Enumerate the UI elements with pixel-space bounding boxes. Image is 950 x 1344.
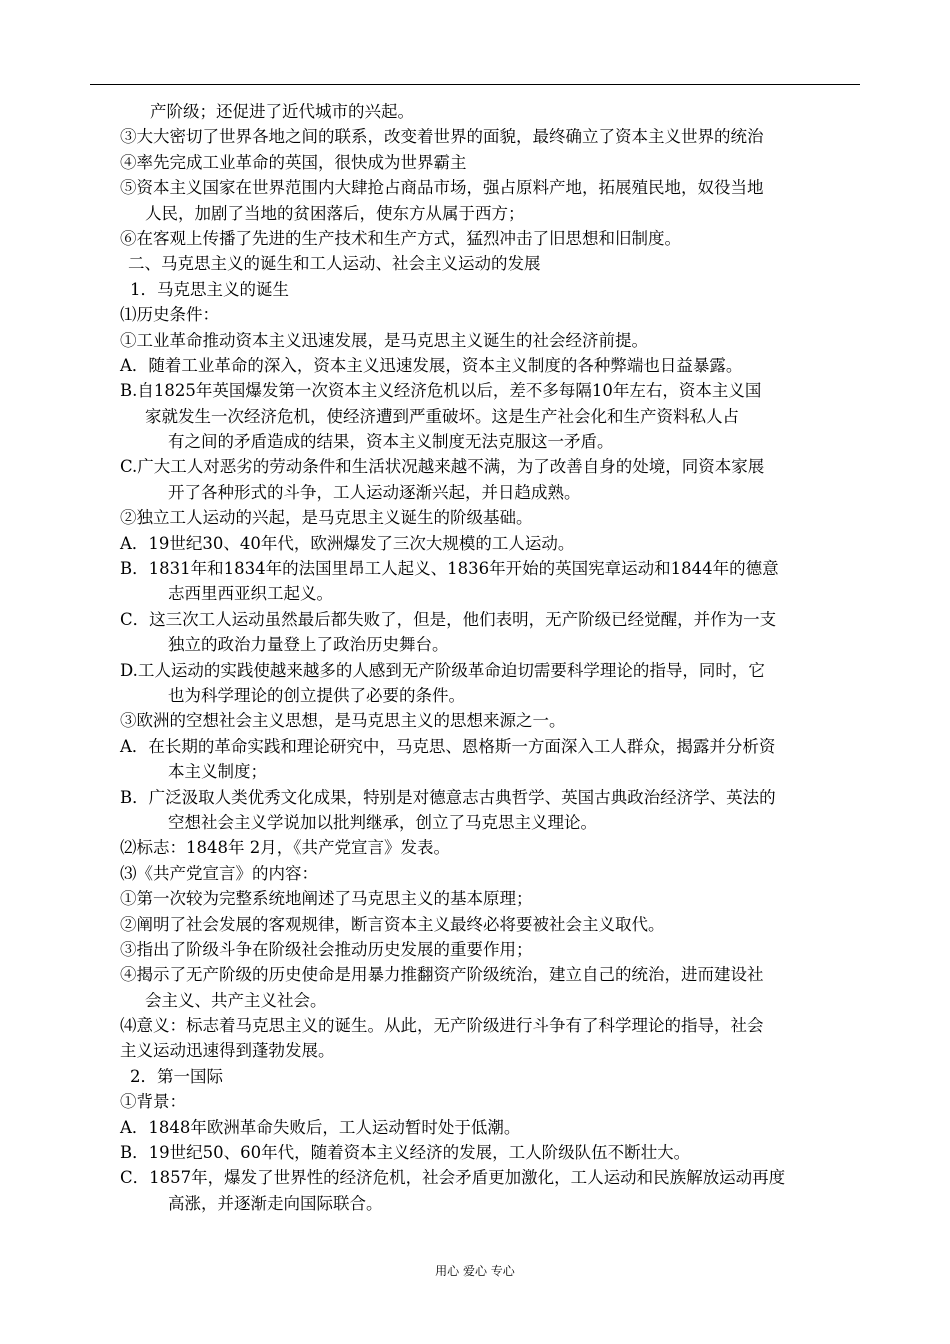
text-line: 二、马克思主义的诞生和工人运动、社会主义运动的发展 (128, 254, 541, 274)
text-line: 会主义、共产主义社会。 (145, 990, 327, 1010)
text-line: 高涨，并逐渐走向国际联合。 (168, 1193, 383, 1213)
text-line: A．随着工业革命的深入，资本主义迅速发展，资本主义制度的各种弊端也日益暴露。 (120, 355, 743, 375)
text-line: A．在长期的革命实践和理论研究中，马克思、恩格斯一方面深入工人群众，揭露并分析资 (120, 736, 776, 756)
text-line: B．19世纪50、60年代，随着资本主义经济的发展，工人阶级队伍不断壮大。 (120, 1143, 691, 1163)
text-line: 家就发生一次经济危机，使经济遭到严重破坏。这是生产社会化和生产资料私人占 (145, 406, 739, 426)
text-line: 有之间的矛盾造成的结果，资本主义制度无法克服这一矛盾。 (168, 432, 614, 452)
text-line: ③欧洲的空想社会主义思想，是马克思主义的思想来源之一。 (120, 711, 566, 731)
text-line: ④揭示了无产阶级的历史使命是用暴力推翻资产阶级统治，建立自己的统治，进而建设社 (120, 965, 764, 985)
text-line: ⑥在客观上传播了先进的生产技术和生产方式，猛烈冲击了旧思想和旧制度。 (120, 228, 681, 248)
text-line: ⑴历史条件： (120, 305, 219, 325)
text-line: B．1831年和1834年的法国里昂工人起义、1836年开始的英国宪章运动和1844年的德意 (120, 559, 779, 579)
text-line: 空想社会主义学说加以批判继承，创立了马克思主义理论。 (168, 812, 597, 832)
text-line: ③大大密切了世界各地之间的联系，改变着世界的面貌，最终确立了资本主义世界的统治 (120, 127, 764, 147)
text-line: A．19世纪30、40年代，欧洲爆发了三次大规模的工人运动。 (120, 533, 575, 553)
text-line: 2．第一国际 (130, 1066, 223, 1086)
text-line: 志西里西亚织工起义。 (168, 584, 333, 604)
text-line: 1．马克思主义的诞生 (130, 279, 289, 299)
text-line: ⑷意义：标志着马克思主义的诞生。从此，无产阶级进行斗争有了科学理论的指导，社会 (120, 1016, 764, 1036)
text-line: C．1857年，爆发了世界性的经济危机，社会矛盾更加激化，工人运动和民族解放运动再度 (120, 1168, 786, 1188)
text-line: B.自1825年英国爆发第一次资本主义经济危机以后，差不多每隔10年左右，资本主义国 (120, 381, 762, 401)
text-line: 主义运动迅速得到蓬勃发展。 (120, 1041, 335, 1061)
header-rule (90, 84, 860, 85)
text-line: ①背景： (120, 1092, 186, 1112)
page-footer: 用心 爱心 专心 (435, 1264, 515, 1278)
text-line: C.广大工人对恶劣的劳动条件和生活状况越来越不满，为了改善自身的处境，同资本家展 (120, 457, 765, 477)
text-line: ①工业革命推动资本主义迅速发展，是马克思主义诞生的社会经济前提。 (120, 330, 648, 350)
text-line: 开了各种形式的斗争，工人运动逐渐兴起，并日趋成熟。 (168, 482, 581, 502)
text-line: ⑤资本主义国家在世界范围内大肆抢占商品市场，强占原料产地，拓展殖民地，奴役当地 (120, 178, 764, 198)
text-line: ④率先完成工业革命的英国，很快成为世界霸主 (120, 152, 467, 172)
text-line: 人民，加剧了当地的贫困落后，使东方从属于西方； (145, 203, 525, 223)
text-line: 产阶级；还促进了近代城市的兴起。 (150, 102, 414, 121)
text-line: 本主义制度； (168, 762, 267, 782)
text-line: ①第一次较为完整系统地阐述了马克思主义的基本原理； (120, 889, 533, 909)
text-line: ②独立工人运动的兴起，是马克思主义诞生的阶级基础。 (120, 508, 533, 528)
text-line: 也为科学理论的创立提供了必要的条件。 (168, 685, 465, 705)
text-line: A．1848年欧洲革命失败后，工人运动暂时处于低潮。 (120, 1117, 521, 1137)
text-line: ③指出了阶级斗争在阶级社会推动历史发展的重要作用； (120, 939, 533, 959)
text-line: B．广泛汲取人类优秀文化成果，特别是对德意志古典哲学、英国古典政治经济学、英法的 (120, 787, 776, 807)
document-body (120, 99, 860, 1216)
text-line: ⑵标志：1848年 2月，《共产党宣言》发表。 (120, 838, 450, 858)
text-line: 独立的政治力量登上了政治历史舞台。 (168, 635, 449, 655)
text-line: C．这三次工人运动虽然最后都失败了，但是，他们表明，无产阶级已经觉醒，并作为一支 (120, 609, 777, 629)
text-line: D.工人运动的实践使越来越多的人感到无产阶级革命迫切需要科学理论的指导，同时，它 (120, 660, 765, 680)
text-line: ②阐明了社会发展的客观规律，断言资本主义最终必将要被社会主义取代。 (120, 914, 665, 934)
text-line: ⑶《共产党宣言》的内容： (120, 863, 318, 883)
